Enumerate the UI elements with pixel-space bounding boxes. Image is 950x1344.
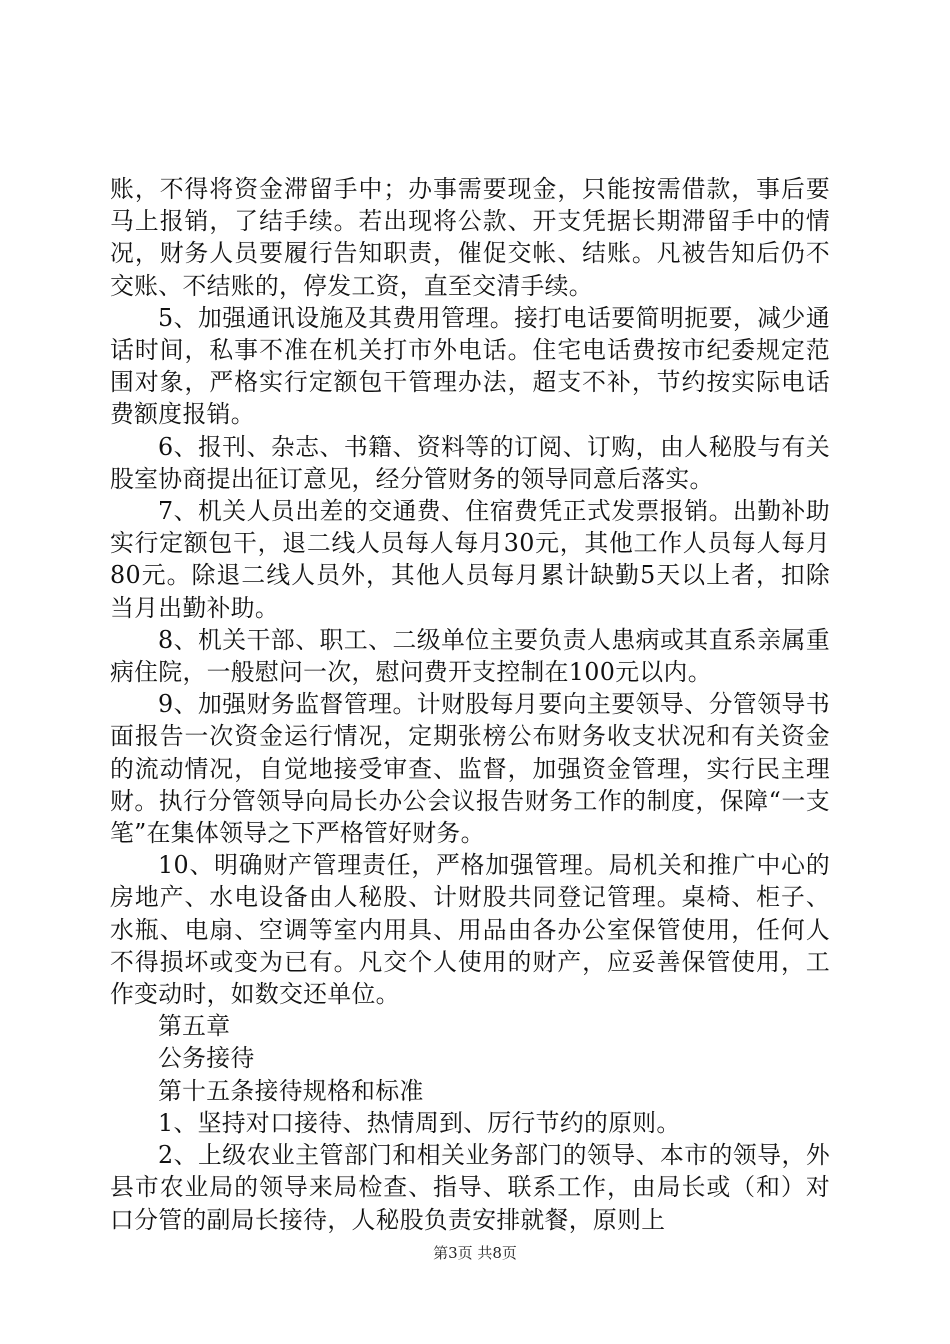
paragraph: 8、机关干部、职工、二级单位主要负责人患病或其直系亲属重病住院，一般慰问一次，慰问费开支控制在100元以内。 xyxy=(110,625,830,687)
paragraph: 6、报刊、杂志、书籍、资料等的订阅、订购，由人秘股与有关股室协商提出征订意见，经分管财务的领导同意后落实。 xyxy=(110,432,830,493)
chapter-title: 公务接待 xyxy=(158,1044,255,1073)
paragraph: 2、上级农业主管部门和相关业务部门的领导、本市的领导，外县市农业局的领导来局检查、指导、联系工作，由局长或（和）对口分管的副局长接待，人秘股负责安排就餐，原则上 xyxy=(110,1141,830,1234)
paragraph: 7、机关人员出差的交通费、住宿费凭正式发票报销。出勤补助实行定额包干，退二线人员每人每月30元，其他工作人员每人每月80元。除退二线人员外，其他人员每月累计缺勤5天以上者，扣除当月出勤补助。 xyxy=(110,497,830,622)
paragraph: 5、加强通讯设施及其费用管理。接打电话要简明扼要，减少通话时间，私事不准在机关打市外电话。住宅电话费按市纪委规定范围对象，严格实行定额包干管理办法，超支不补，节约按实际电话费额度报销。 xyxy=(110,303,830,429)
paragraph: 1、坚持对口接待、热情周到、厉行节约的原则。 xyxy=(158,1108,681,1137)
article-heading: 第十五条接待规格和标准 xyxy=(158,1076,424,1105)
paragraph: 账，不得将资金滞留手中；办事需要现金，只能按需借款，事后要马上报销，了结手续。若出现将公款、开支凭据长期滞留手中的情况，财务人员要履行告知职责，催促交帐、结账。凡被告知后仍不交账、不结账的，停发工资，直至交清手续。 xyxy=(110,175,830,300)
chapter-heading: 第五章 xyxy=(158,1012,231,1041)
document-body xyxy=(110,173,830,1236)
page-number-footer: 第3页 共8页 xyxy=(433,1244,517,1262)
paragraph: 9、加强财务监督管理。计财股每月要向主要领导、分管领导书面报告一次资金运行情况，定期张榜公布财务收支状况和有关资金的流动情况，自觉地接受审查、监督，加强资金管理，实行民主理财。执行分管领导向局长办公会议报告财务工作的制度，保障“一支笔”在集体领导之下严格管好财务。 xyxy=(110,690,830,848)
paragraph: 10、明确财产管理责任，严格加强管理。局机关和推广中心的房地产、水电设备由人秘股、计财股共同登记管理。桌椅、柜子、水瓶、电扇、空调等室内用具、用品由各办公室保管使用，任何人不得损坏或变为已有。凡交个人使用的财产，应妥善保管使用，工作变动时，如数交还单位。 xyxy=(110,851,830,1009)
